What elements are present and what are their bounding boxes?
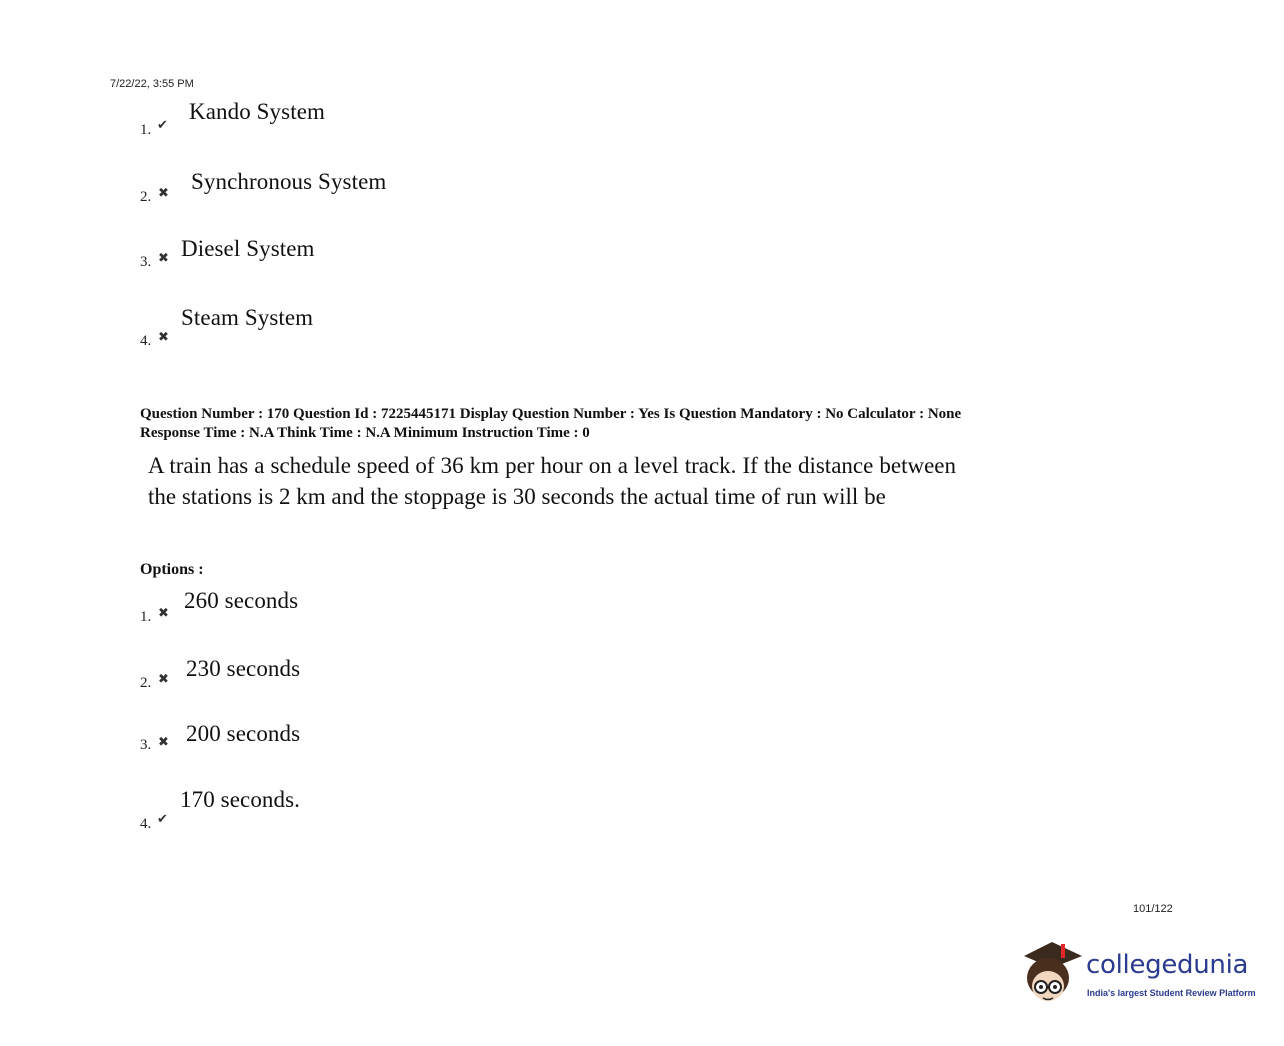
option-text: Diesel System bbox=[181, 236, 315, 261]
question-meta-line2: Response Time : N.A Think Time : N.A Minimum Instruction Time : 0 bbox=[140, 425, 590, 441]
cross-icon: ✖ bbox=[158, 330, 169, 345]
cross-icon: ✖ bbox=[158, 251, 169, 266]
options-label: Options : bbox=[140, 561, 204, 578]
brand-tagline: India's largest Student Review Platform bbox=[1087, 988, 1256, 998]
option-number: 4. bbox=[140, 816, 152, 832]
option-text: 170 seconds. bbox=[180, 787, 301, 812]
option-text: 200 seconds bbox=[186, 721, 301, 746]
mascot-icon bbox=[1022, 938, 1088, 1010]
print-timestamp: 7/22/22, 3:55 PM bbox=[110, 78, 194, 90]
cross-icon: ✖ bbox=[158, 186, 169, 201]
brand-name: collegedunia bbox=[1086, 950, 1249, 980]
option-text: Synchronous System bbox=[191, 169, 387, 194]
check-icon: ✔ bbox=[157, 118, 168, 133]
option-number: 2. bbox=[140, 675, 152, 691]
option-text: 260 seconds bbox=[184, 588, 299, 613]
option-text: 230 seconds bbox=[186, 656, 301, 681]
option-number: 1. bbox=[140, 122, 152, 138]
cross-icon: ✖ bbox=[158, 735, 169, 750]
question-text: A train has a schedule speed of 36 km per hour on a level track. If the distance between the stations is 2 km and the stoppage is 30 seconds the actual time of run will be bbox=[148, 453, 956, 509]
option-number: 2. bbox=[140, 189, 152, 205]
option-number: 4. bbox=[140, 333, 152, 349]
question-meta-line1: Question Number : 170 Question Id : 7225445171 Display Question Number : Yes Is Question Mandatory : No Calculator : None bbox=[140, 406, 962, 422]
option-text: Steam System bbox=[181, 305, 314, 330]
page-number: 101/122 bbox=[1133, 903, 1173, 915]
cross-icon: ✖ bbox=[158, 672, 169, 687]
option-text: Kando System bbox=[189, 99, 325, 124]
option-number: 3. bbox=[140, 737, 152, 753]
option-number: 1. bbox=[140, 609, 152, 625]
option-number: 3. bbox=[140, 254, 152, 270]
check-icon: ✔ bbox=[157, 812, 168, 827]
cross-icon: ✖ bbox=[158, 606, 169, 621]
